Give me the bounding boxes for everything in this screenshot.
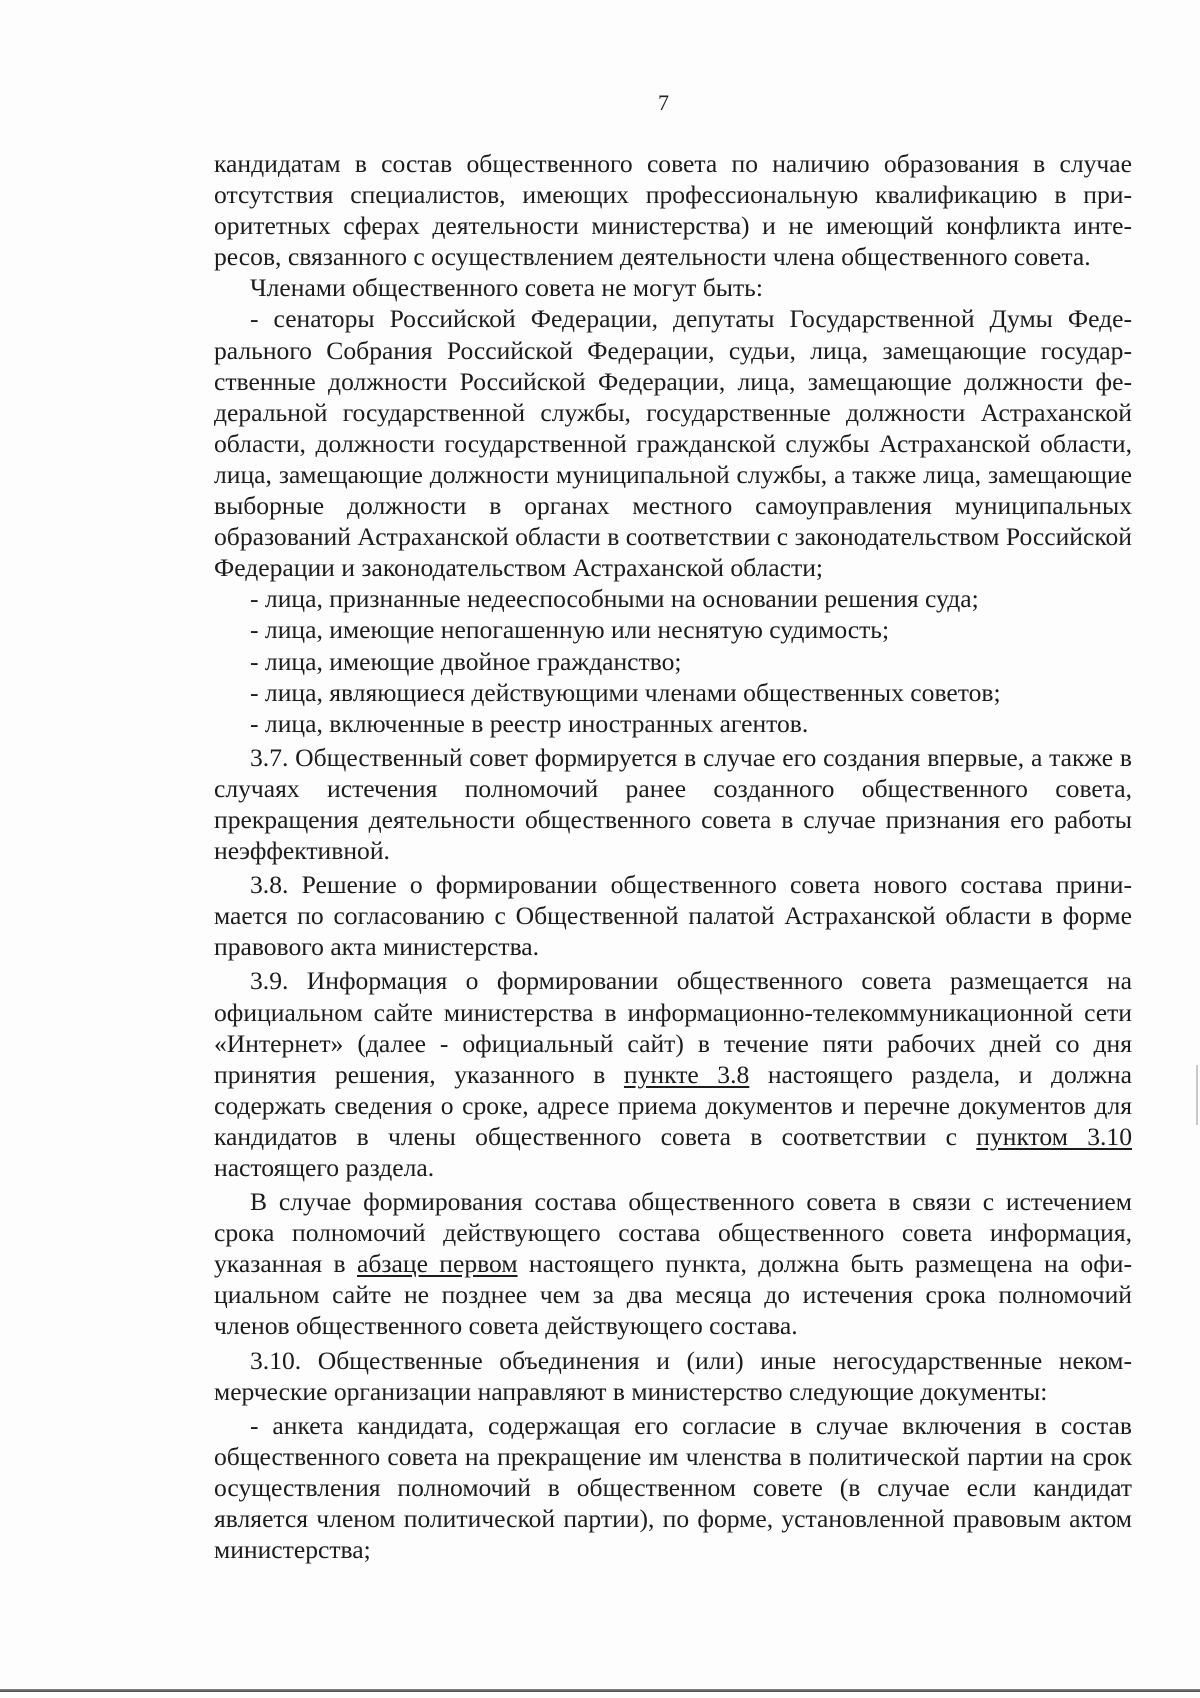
document-body [214, 148, 1132, 1565]
list-item-foreign-agents: - лица, включенные в реестр иностранных агентов. [250, 708, 809, 738]
clause-3-9-second-text-b: настоящего пункта, должна быть размещена на официальном сайте не позднее чем за два месяца до истечения срока полномочий членов общественного совета действующего состава. [214, 1249, 1133, 1341]
list-item-senators: - сенаторы Российской Федерации, депутаты Государственной Думы Федерального Собрания Российской Федерации, судьи, лица, замещающие государственные должности Российской Федерации, лица, замещающие должности федеральной государственной службы, государственные должности Астраханской области, должности государственной гражданской службы Астраханской области, лица, замещающие должности муниципальной службы, а также лица, замещающие выборные должности в органах местного самоуправления муниципальных образований Астраханской области в соответствии с законодательством Российской Федерации и законодательством Астраханской области; [214, 304, 1132, 583]
page-number: 7 [658, 90, 669, 115]
clause-3-10: 3.10. Общественные объединения и (или) иные негосударственные некоммерческие организации направляют в министерство следующие документы: [214, 1345, 1132, 1406]
list-item-active-council-members: - лица, являющиеся действующими членами общественных советов; [250, 677, 1001, 707]
scan-edge-mark [1196, 1065, 1198, 1125]
clause-3-9-second-text-a: В случае формирования состава общественного совета в связи с истечением срока полномочий действующего состава общественного совета информация, указанная в [214, 1187, 1132, 1279]
clause-3-7: 3.7. Общественный совет формируется в случае его создания впервые, а также в случаях истечения полномочий ранее созданного общественного совета, прекращения деятельности общественного совета в случае признания его работы неэффективной. [214, 742, 1132, 866]
link-clause-3-10[interactable]: пунктом 3.10 [976, 1121, 1132, 1151]
scan-bottom-edge [0, 1689, 1200, 1692]
clause-3-9-text-a: 3.9. Информация о формировании общественного совета размещается на официальном сайте министерства в информационно-телекоммуникационной сети «Интернет» (далее - официальный сайт) в течение пяти рабочих дней со дня принятия решения, указанного в [214, 966, 1132, 1089]
list-item-candidate-questionnaire: - анкета кандидата, содержащая его согласие в случае включения в состав общественного совета на прекращение им членства в политической партии на срок осуществления полномочий в общественном совете (в случае если кандидат является членом политической партии), по форме, установленной правовым актом министерства; [214, 1410, 1132, 1565]
clause-3-9-text-c: настоящего раздела. [214, 1153, 435, 1182]
clause-3-9 [214, 965, 1132, 1183]
list-item-incapacitated: - лица, признанные недееспособными на основании решения суда; [250, 584, 979, 614]
paragraph-members-restriction: Членами общественного совета не могут быть: [250, 273, 763, 303]
link-first-paragraph[interactable]: абзаце первом [357, 1249, 518, 1279]
clause-3-9-text-b: настоящего раздела, и должна содержать сведения о сроке, адресе приема документов и перечне документов для кандидатов в члены общественного совета в соответствии с [214, 1059, 1132, 1151]
link-clause-3-8[interactable]: пункте 3.8 [623, 1059, 750, 1089]
clause-3-9-second-paragraph [214, 1186, 1132, 1341]
list-item-dual-citizenship: - лица, имеющие двойное гражданство; [250, 646, 682, 676]
list-item-criminal-record: - лица, имеющие непогашенную или неснятую судимость; [250, 615, 890, 645]
clause-3-8: 3.8. Решение о формировании общественного совета нового состава принимается по согласованию с Общественной палатой Астраханской области в форме правового акта министерства. [214, 870, 1132, 962]
paragraph-continuation: кандидатам в состав общественного совета по наличию образования в случае отсутствия специалистов, имеющих профессиональную квалификацию в приоритетных сферах деятельности министерства) и не имеющий конфликта интересов, связанного с осуществлением деятельности члена общественного совета. [214, 149, 1132, 272]
